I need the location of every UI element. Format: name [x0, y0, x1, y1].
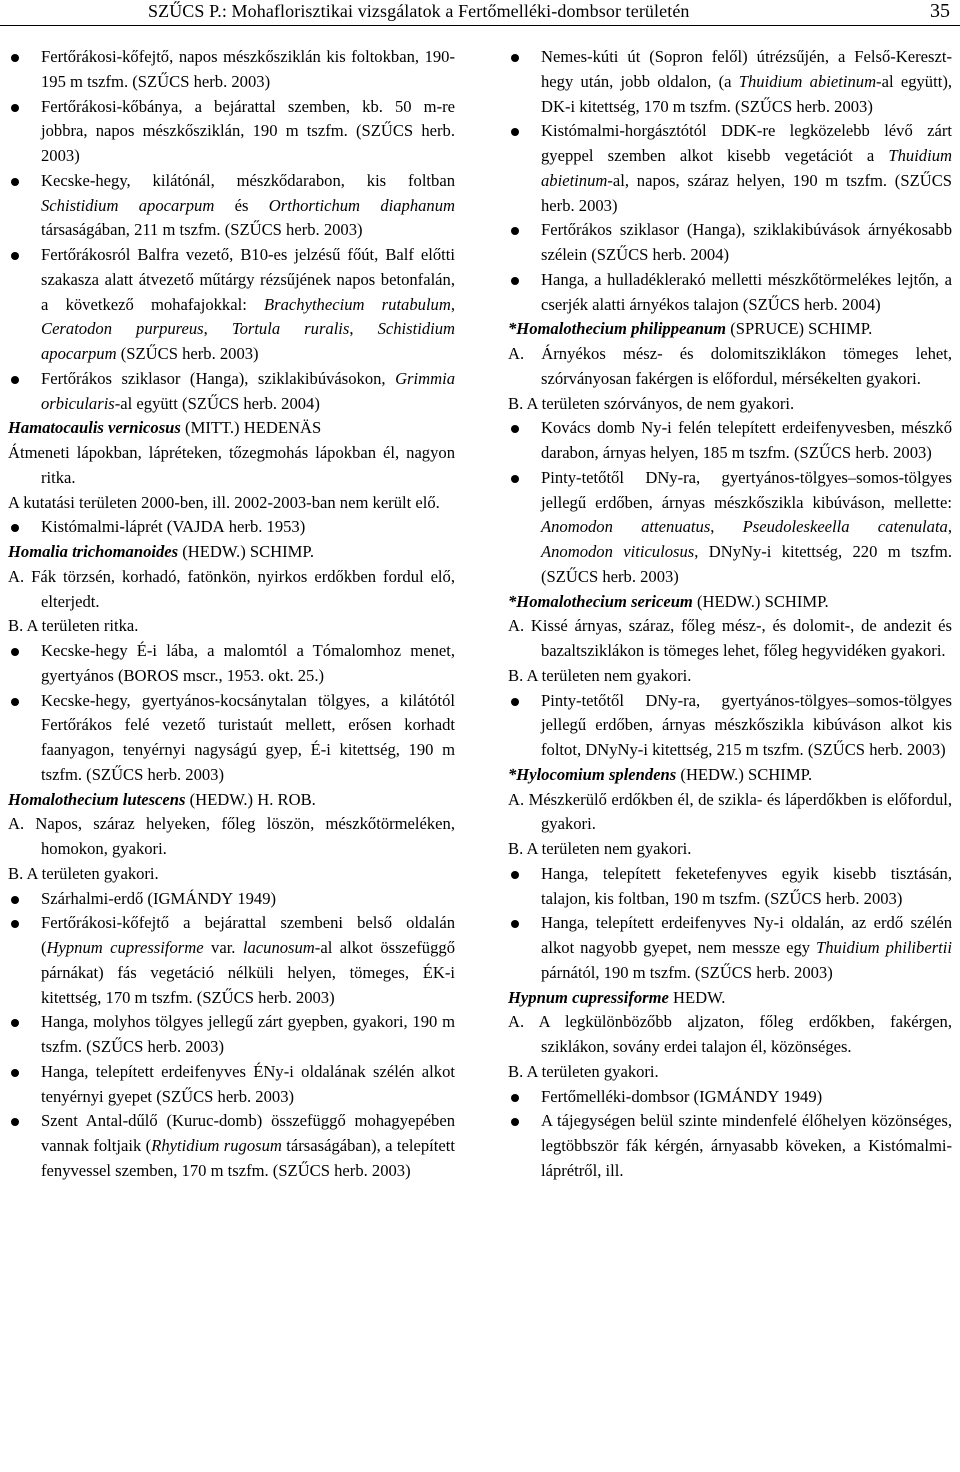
distribution-note-b: B. A területen szórványos, de nem gyakori. [508, 393, 795, 413]
locality-entry: Hanga, a hulladéklerakó melletti mészkőtörmelékes lejtőn, a cserjék alatti árnyékos talajon (SZŰCS herb. 2004) [508, 268, 952, 318]
locality-entry: Fertőrákosi-kőfejtő a bejárattal szembeni belső oldalán (Hypnum cupressiforme var. lacunosum-al alkot összefüggő párnákat) fás vegetáció nélküli helyen, tömeges, ÉK-i kitettség, 170 m tszfm. (SZŰCS herb. 2003) [8, 911, 455, 1010]
distribution-note-b: B. A területen nem gyakori. [508, 839, 692, 858]
distribution-note-a: A. Árnyékos mész- és dolomitsziklákon tömeges lehet, szórványosan fakérgen is előfordul, mérsékelten gyakori. [508, 344, 952, 388]
locality-entry: Hanga, molyhos tölgyes jellegű zárt gyepben, gyakori, 190 m tszfm. (SZŰCS herb. 2003) [8, 1010, 455, 1060]
distribution-note-a: A. Fák törzsén, korhadó, fatönkön, nyirkos erdőkben fordul elő, elterjedt. [8, 566, 455, 611]
species-heading [508, 763, 952, 788]
locality-entry: Szárhalmi-erdő (IGMÁNDY 1949) [8, 887, 455, 912]
locality-entry: Pinty-tetőtől DNy-ra, gyertyános-tölgyes–somos-tölgyes jellegű erdőben, árnyas mészkőszikla kibúváson, mellette: Anomodon attenuatus, Pseudoleskeella catenulata, Anomodon viticulosus, DNyNy-i kitettség, 220 m tszfm. (SZŰCS herb. 2003) [508, 466, 952, 590]
distribution-note-a: A. Kissé árnyas, száraz, főleg mész-, és dolomit-, de andezit és bazaltsziklákon is tömeges lehet, főleg hegyvidéken gyakori. [508, 616, 952, 660]
species-heading [508, 317, 952, 342]
locality-entry: A tájegységen belül szinte mindenfelé élőhelyen közönséges, legtöbbször fák kérgén, árnyasabb köveken, a Kistómalmi-láprétről, ill. [508, 1109, 952, 1183]
species-name: Hamatocaulis vernicosus [8, 418, 181, 438]
locality-entry: Kecske-hegy É-i lába, a malomtól a Tómalomhoz menet, gyertyános (BOROS mscr., 1953. okt. 25.) [8, 639, 455, 689]
locality-entry: Kovács domb Ny-i felén telepített erdeifenyvesben, mészkő darabon, árnyas helyen, 185 m tszfm. (SZŰCS herb. 2003) [508, 416, 952, 466]
distribution-note-b: B. A területen nem gyakori. [508, 665, 692, 685]
locality-entry: Kistómalmi-horgásztótól DDK-re legközelebb lévő zárt gyeppel szemben alkot kisebb vegetációt a Thuidium abietinum-al, napos, száraz helyen, 190 m tszfm. (SZŰCS herb. 2003) [508, 119, 952, 218]
running-header [0, 0, 960, 26]
locality-entry: Kecske-hegy, kilátónál, mészkődarabon, kis foltban Schistidium apocarpum és Orthortichum diaphanum társaságában, 211 m tszfm. (SZŰCS herb. 2003) [8, 169, 455, 243]
right-column [508, 45, 952, 1184]
distribution-note-b: B. A területen ritka. [8, 616, 139, 636]
running-title: SZŰCS P.: Mohaflorisztikai vizsgálatok a Fertőmelléki-dombsor területén [148, 1, 690, 21]
species-author: (SPRUCE) SCHIMP. [730, 319, 873, 339]
left-column [8, 45, 455, 1184]
distribution-note-a: A. A legkülönbözőbb aljzaton, főleg erdőkben, fakérgen, sziklákon, sovány erdei talajon él, közönséges. [508, 1012, 952, 1056]
locality-entry: Fertőrákosi-kőbánya, a bejárattal szemben, kb. 50 m-re jobbra, napos mészkősziklán, 190 m tszfm. (SZŰCS herb. 2003) [8, 95, 455, 169]
habitat-note: A kutatási területen 2000-ben, ill. 2002-2003-ban nem került elő. [8, 492, 440, 512]
locality-entry: Kistómalmi-láprét (VAJDA herb. 1953) [8, 515, 455, 540]
locality-entry: Szent Antal-dűlő (Kuruc-domb) összefüggő mohagyepében vannak foltjaik (Rhytidium rugosum társaságában), a telepített fenyvessel szemben, 170 m tszfm. (SZŰCS herb. 2003) [8, 1109, 455, 1183]
species-name: Homalothecium lutescens [8, 789, 186, 809]
species-author: (HEDW.) H. ROB. [189, 789, 316, 809]
locality-entry: Hanga, telepített erdeifenyves ÉNy-i oldalának szélén alkot tenyérnyi gyepet (SZŰCS herb. 2003) [8, 1060, 455, 1110]
species-name: *Hylocomium splendens [508, 764, 677, 784]
species-author: HEDW. [673, 987, 726, 1007]
header-rule [0, 25, 960, 26]
species-name: Hypnum cupressiforme [508, 987, 669, 1007]
species-name: *Homalothecium sericeum [508, 591, 693, 611]
species-heading [8, 416, 455, 441]
distribution-note-b: B. A területen gyakori. [508, 1061, 659, 1081]
locality-entry: Fertőrákos sziklasor (Hanga), sziklakibúvásokon, Grimmia orbicularis-al együtt (SZŰCS herb. 2004) [8, 367, 455, 417]
page-number: 35 [930, 0, 950, 22]
species-heading [508, 986, 952, 1011]
distribution-note-a: A. Napos, száraz helyeken, főleg löszön, mészkőtörmeléken, homokon, gyakori. [8, 814, 455, 858]
locality-entry: Fertőmelléki-dombsor (IGMÁNDY 1949) [508, 1085, 952, 1110]
distribution-note-a: A. Mészkerülő erdőkben él, de szikla- és láperdőkben is előfordul, gyakori. [508, 789, 952, 834]
locality-entry: Nemes-kúti út (Sopron felől) útrézsűjén, a Felső-Kereszt-hegy után, jobb oldalon, (a Thuidium abietinum-al együtt), DK-i kitettség, 170 m tszfm. (SZŰCS herb. 2003) [508, 45, 952, 119]
distribution-note-b: B. A területen gyakori. [8, 863, 159, 883]
locality-entry: Pinty-tetőtől DNy-ra, gyertyános-tölgyes–somos-tölgyes jellegű erdőben, árnyas mészkőszikla kibúváson alkot kis foltot, DNyNy-i kitettség, 215 m tszfm. (SZŰCS herb. 2003) [508, 689, 952, 763]
locality-entry: Fertőrákosról Balfra vezető, B10-es jelzésű főút, Balf előtti szakasza alatt átvezető műtárgy rézsűjének napos betonfalán, a következő mohafajokkal: Brachythecium rutabulum, Ceratodon purpureus, Tortula ruralis, Schistidium apocarpum (SZŰCS herb. 2003) [8, 243, 455, 367]
locality-entry: Fertőrákos sziklasor (Hanga), sziklakibúvások árnyékosabb szélein (SZŰCS herb. 2004) [508, 218, 952, 268]
species-heading [508, 590, 952, 615]
species-author: (MITT.) HEDENÄS [185, 418, 322, 438]
locality-entry: Hanga, telepített erdeifenyves Ny-i oldalán, az erdő szélén alkot nagyobb gyepet, nem messze egy Thuidium philibertii párnától, 190 m tszfm. (SZŰCS herb. 2003) [508, 911, 952, 985]
species-heading [8, 540, 455, 565]
species-name: *Homalothecium philippeanum [508, 319, 727, 339]
species-author: (HEDW.) SCHIMP. [680, 764, 813, 784]
species-heading [8, 788, 455, 813]
habitat-note: Átmeneti lápokban, lápréteken, tőzegmohás lápokban él, nagyon ritka. [8, 443, 455, 487]
species-name: Homalia trichomanoides [8, 542, 179, 561]
species-author: (HEDW.) SCHIMP. [182, 542, 314, 561]
locality-entry: Kecske-hegy, gyertyános-kocsánytalan tölgyes, a kilátótól Fertőrákos felé vezető turistaút mellett, erősen korhadt faanyagon, tenyérnyi nagyságú gyep, É-i kitettség, 190 m tszfm. (SZŰCS herb. 2003) [8, 689, 455, 788]
species-author: (HEDW.) SCHIMP. [697, 591, 829, 611]
locality-entry: Hanga, telepített feketefenyves egyik kisebb tisztásán, talajon, kis foltban, 190 m tszfm. (SZŰCS herb. 2003) [508, 862, 952, 912]
locality-entry: Fertőrákosi-kőfejtő, napos mészkősziklán kis foltokban, 190-195 m tszfm. (SZŰCS herb. 2003) [8, 45, 455, 95]
